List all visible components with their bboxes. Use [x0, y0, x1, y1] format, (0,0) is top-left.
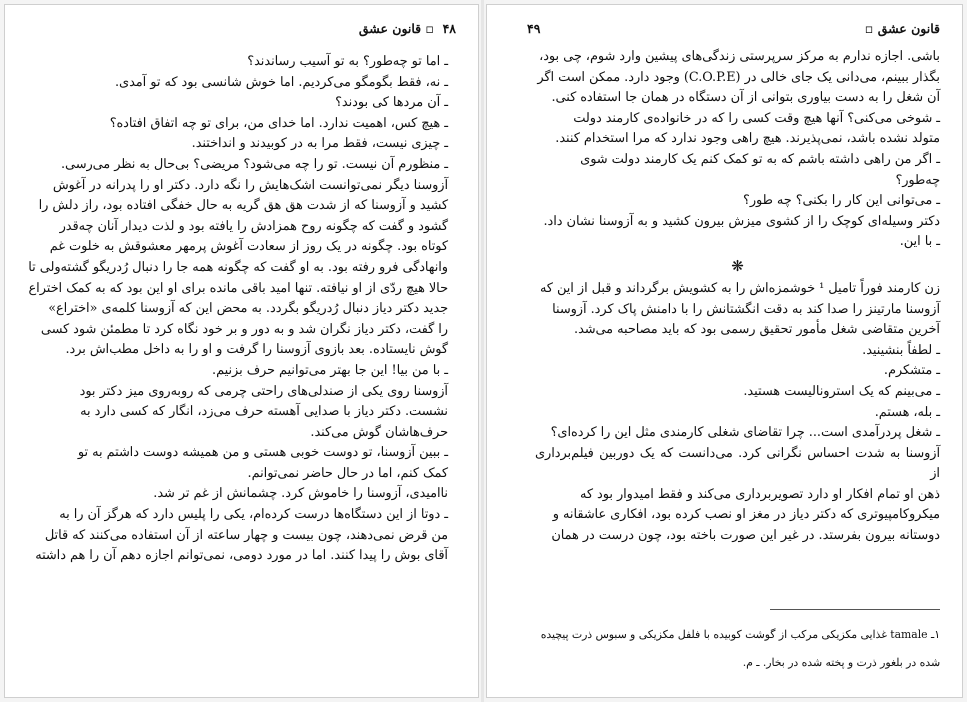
text-line: متولد نشده باشد، نمی‌پذیرند. هیچ راهی وجود ندارد که مرا استخدام کنند. — [555, 131, 940, 147]
text-line: ـ چیزی نیست، فقط مرا به در کوبیدند و انداختند. — [191, 136, 448, 152]
text-line: دکتر وسیله‌ای کوچک را از کشوی میزش بیرون کشید و به آزوسنا نشان داد. — [543, 213, 940, 229]
text-line: میکروکامپیوتری که دکتر دیاز در مغز او نصب کرده بود، افکاری عاشقانه و — [552, 507, 940, 523]
text-line: ـ شوخی می‌کنی؟ آنها هیچ وقت کسی را که در خانواده‌ی کارمند دولت — [573, 110, 940, 126]
right-page-body-bottom — [535, 279, 940, 547]
running-title: ▫ قانون عشق — [358, 21, 434, 36]
text-line: را گفت، دکتر دیاز نگران شد و به دور و بر خود نگاه کرد تا مطمئن شود کسی — [40, 321, 448, 337]
text-line: کمک کنم، اما در حال حاضر نمی‌توانم. — [247, 465, 448, 481]
left-page — [4, 4, 479, 698]
text-line: ـ دوتا از این دستگاه‌ها درست کرده‌ام، یکی را پلیس دارد که هرگز آن را به — [59, 507, 448, 523]
text-line: ـ شغل پردرآمدی است... چرا تقاضای شغلی کارمندی مثل این را کرده‌ای؟ — [550, 425, 940, 441]
text-line: ذهن او تمام افکار او دارد تصویربرداری می‌کند و فقط امیدوار بود که — [579, 486, 940, 502]
text-line: ـ با این. — [899, 234, 940, 250]
text-line: جدید دکتر دیاز دنبال رُدریگو بگردد. به محض این که آزوسنا کلمه‌ی «اختراع» — [48, 301, 448, 317]
text-line: ـ ببین آزوسنا، تو دوست خوبی هستی و من همیشه دوست داشتم به تو — [77, 445, 448, 461]
text-line: آزوسنا مارتینز را صدا کند به دقت انگشتانش را با دامنش پاک کرد. آزوسنا — [552, 301, 940, 317]
text-line: ـ هیچ کس، اهمیت ندارد. اما خدای من، برای تو چه اتفاق افتاده؟ — [109, 115, 448, 131]
text-line: چه‌طور؟ — [895, 172, 940, 188]
right-page-body — [535, 47, 940, 547]
text-line: کشید و آزوسنا که از شدت هق هق گریه به حال خفگی افتاده بود، راز دلش را — [38, 198, 448, 214]
left-page-body — [27, 52, 448, 567]
left-page-header — [5, 21, 478, 39]
footnote-rule — [770, 609, 940, 610]
text-line: کوتاه بود. چگونه در یک روز از سعادت آغوش پرمهر معشوقش به خلوت غم — [49, 239, 448, 255]
text-line: آن شغل را به دست بیاوری بتوانی از آن دستگاه در همان جا استفاده کنی. — [551, 90, 940, 106]
text-line: حالا هیچ ردّی از او نیافته. تنها امید باقی مانده برای او این بود که به کمک اختراع — [28, 280, 448, 296]
right-page — [486, 4, 963, 698]
text-line: وانهادگی فرو رفته بود. به او گفت که چگونه همه جا را دنبال رُدریگو گشته‌ولی تا — [28, 259, 448, 275]
text-line: آخرین متقاضی شغل مأمور تحقیق رسمی بود که باید مصاحبه می‌شد. — [574, 322, 940, 338]
text-line: ـ نه، فقط بگومگو می‌کردیم. اما خوش شانسی بود که تو آمدی. — [114, 74, 448, 90]
text-line: ـ منظورم آن نیست. تو را چه می‌شود؟ مریضی؟ بی‌حال به نظر می‌رسی. — [60, 156, 448, 172]
text-line: ـ با من بیا! این جا بهتر می‌توانیم حرف بزنیم. — [212, 362, 448, 378]
text-line: زن کارمند فوراً تامیل ¹ خوشمزه‌اش را به کشویش برگرداند و قبل از این که — [539, 280, 940, 296]
text-line: آزوسنا به شدت احساس نگرانی کرد. می‌دانست که یک دوربین فیلم‌برداری از — [535, 445, 940, 482]
text-line: آزوسنا روی یکی از صندلی‌های راحتی چرمی که روبه‌روی میز دکتر بود — [79, 383, 448, 399]
page-number: ۴۹ — [527, 21, 541, 36]
text-line: ـ بله، هستم. — [874, 404, 940, 420]
text-line: بگذار ببینم، می‌دانی یک جای خالی در (C.O.P.E) وجود دارد. ممکن است اگر — [537, 69, 940, 85]
text-line: آزوسنا دیگر نمی‌توانست اشک‌هایش را نگه دارد. دکتر او را پدرانه در آغوش — [52, 177, 448, 193]
page-number: ۴۸ — [442, 21, 456, 36]
text-line: ناامیدی، آزوسنا را خاموش کرد. چشمانش از غم تر شد. — [153, 486, 448, 502]
right-page-header — [487, 21, 962, 39]
text-line: نشست. دکتر دیاز با صدایی آهسته حرف می‌زد، انگار که کسی دارد به — [80, 404, 448, 420]
text-line: گوش نایستاده. بعد بازوی آزوسنا را گرفت و او را به داخل مطب‌اش برد. — [65, 342, 448, 358]
right-page-body-top — [535, 47, 940, 253]
text-line: ـ می‌توانی این کار را بکنی؟ چه طور؟ — [743, 193, 940, 209]
text-line: آقای بوش را پیدا کنند. اما در مورد دومی، نمی‌توانم اجازه دهم آن را هم داشته — [35, 548, 448, 564]
text-line: شده در بلغور ذرت و پخته شده در بخار. ـ م. — [742, 655, 940, 669]
text-line: ـ می‌بینم که یک استرونالیست هستید. — [743, 383, 940, 399]
book-gutter — [481, 0, 484, 702]
running-title: قانون عشق ▫ — [864, 21, 940, 36]
text-line: ۱ـ tamale غذایی مکزیکی مرکب از گوشت کوبیده با فلفل مکزیکی و سبوس ذرت پیچیده — [540, 627, 940, 641]
text-line: ـ آن مردها کی بودند؟ — [335, 95, 448, 111]
section-separator: ❋ — [731, 256, 744, 275]
text-line: حرف‌هاشان گوش می‌کند. — [310, 424, 448, 440]
text-line: ـ لطفاً بنشینید. — [862, 342, 940, 358]
text-line: ـ متشکرم. — [883, 363, 940, 379]
text-line: ـ اما تو چه‌طور؟ به تو آسیب رساندند؟ — [247, 54, 448, 69]
text-line: دوستانه بیرون بفرستد. در غیر این صورت باخته بود، چون درست در همان — [551, 528, 940, 544]
text-line: گشود و گفت که چگونه روح همزادش را یافته بود و لذت دیدار آنان چه‌قدر — [59, 218, 448, 234]
text-line: ـ اگر من راهی داشته باشم که به تو کمک کنم یک کارمند دولت شوی — [580, 151, 940, 167]
text-line: من قرض نمی‌دهند، چون بیست و چهار ساعته از آن استفاده می‌کنند که قاتل — [44, 527, 448, 543]
text-line: باشی. اجازه ندارم به مرکز سرپرستی زندگی‌های پیشین وارد شوم، چی بود، — [539, 49, 940, 64]
footnote — [535, 615, 940, 681]
